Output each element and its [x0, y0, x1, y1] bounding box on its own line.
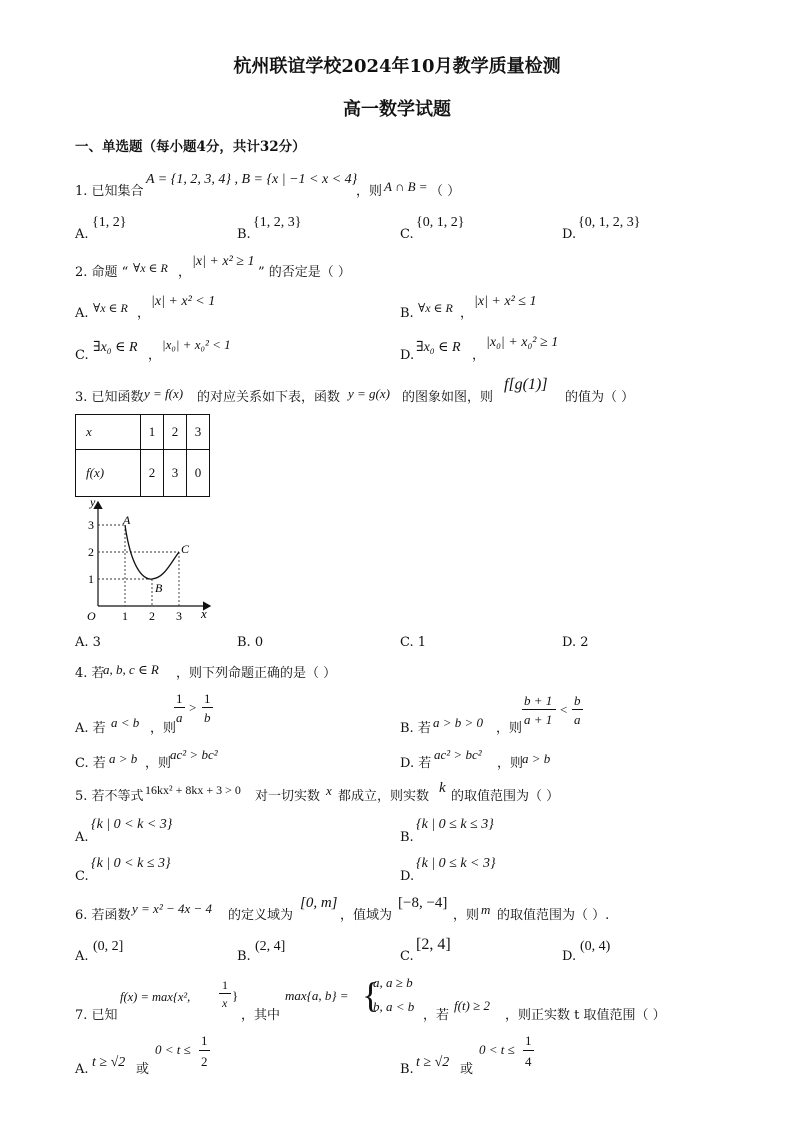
q4-option-c[interactable]: C. 若 — [75, 756, 106, 771]
origin-label: O — [87, 609, 96, 623]
q3-stem-a: 3. 已知函数 — [75, 390, 144, 405]
q1-option-a-text: {1, 2} — [92, 215, 127, 230]
q7-cond: f(t) ≥ 2 — [454, 998, 491, 1013]
q7-a-p2: 0 < t ≤ — [155, 1042, 191, 1057]
fraction-bar — [199, 1050, 210, 1051]
table-cell: 3 — [187, 415, 210, 450]
q7-f-def: f(x) = max{x², — [120, 990, 191, 1004]
q1-sets: A = {1, 2, 3, 4} , B = {x | −1 < x < 4} — [146, 172, 358, 187]
q5-option-c[interactable]: C. — [75, 869, 89, 884]
fraction-numerator: 1 — [204, 691, 211, 706]
q6-b: ，值域为 — [340, 908, 393, 923]
q5-option-b[interactable]: B. — [400, 830, 414, 845]
y-tick: 1 — [88, 572, 94, 586]
exam-title: 杭州联谊学校2024年10月教学质量检测 — [233, 56, 561, 77]
q3-stem-b: 的对应关系如下表，函数 — [197, 390, 341, 405]
q4-b-then: ，则 — [496, 721, 523, 736]
q4-d-cond: ac² > bc² — [434, 747, 482, 762]
fraction-bar — [572, 709, 583, 710]
fraction-bar — [522, 709, 556, 710]
comparison-op: < — [560, 702, 568, 717]
q6-a: 的定义域为 — [228, 908, 294, 923]
q5-tail: 的取值范围为（ ） — [451, 789, 560, 804]
piecewise-brace: { — [362, 975, 380, 1015]
q5-mid2: 都成立，则实数 — [338, 789, 430, 804]
q7-f-den: x — [222, 996, 228, 1010]
q6-option-b[interactable]: B. — [237, 949, 251, 964]
q5-var-k: k — [439, 780, 446, 796]
q5-stem: 5. 若不等式 — [75, 789, 144, 804]
q6-option-d-text: (0, 4) — [580, 939, 611, 954]
q3-stem-c: 的图象如图，则 — [402, 390, 494, 405]
table-cell: 2 — [164, 415, 187, 450]
q7-option-a[interactable]: A. — [75, 1062, 89, 1077]
q3-option-c[interactable]: C. 1 — [400, 635, 427, 650]
q5-option-a[interactable]: A. — [75, 830, 89, 845]
x-tick: 2 — [149, 609, 155, 623]
table-cell: 1 — [141, 415, 164, 450]
q7-a-p1: t ≥ √2 — [92, 1055, 126, 1070]
q5-option-d-text: {k | 0 ≤ k < 3} — [416, 856, 496, 871]
q2-option-b-sep: ， — [460, 306, 474, 321]
fraction-denominator: a + 1 — [524, 712, 553, 727]
q5-option-b-text: {k | 0 ≤ k ≤ 3} — [416, 817, 494, 832]
table-cell: 2 — [141, 450, 164, 497]
q4-tail: ，则下列命题正确的是（ ） — [176, 666, 337, 681]
q3-option-a[interactable]: A. 3 — [75, 635, 101, 650]
q4-option-b[interactable]: B. 若 — [400, 721, 431, 736]
q2-stem: 2. 命题 “ — [75, 265, 129, 280]
point-label-c: C — [181, 542, 190, 556]
q1-paren: （ ） — [430, 184, 461, 199]
q6-option-b-text: (2, 4] — [255, 939, 286, 954]
point-label-b: B — [155, 581, 163, 595]
q7-f-num: 1 — [222, 978, 228, 992]
q7-b-or: 或 — [460, 1062, 474, 1077]
q5-option-d[interactable]: D. — [400, 869, 415, 884]
q3-fg1: f[g(1)] — [504, 376, 548, 393]
q4-c-cond: a > b — [109, 751, 138, 766]
q1-then: ，则 — [356, 184, 383, 199]
fraction-numerator: b — [574, 693, 581, 708]
q1-option-d[interactable]: D. — [562, 227, 577, 242]
q2-option-a[interactable]: A. — [75, 306, 89, 321]
fraction-denominator: 4 — [525, 1054, 532, 1069]
q1-option-b-text: {1, 2, 3} — [253, 215, 302, 230]
q2-option-c[interactable]: C. — [75, 348, 89, 363]
q3-graph — [70, 494, 220, 624]
q4-a-cond: a < b — [111, 715, 140, 730]
q6-c: ，则 — [453, 908, 480, 923]
q2-option-d-p2: |x₀| + x₀² ≥ 1 — [486, 335, 559, 350]
q3-fx: y = f(x) — [144, 386, 184, 401]
q2-quant: ∀x ∈ R — [133, 261, 168, 275]
q4-c-then: ，则 — [145, 756, 172, 771]
q6-stem: 6. 若函数 — [75, 908, 131, 923]
q2-option-d-sep: ， — [472, 348, 486, 363]
table-cell: 3 — [164, 450, 187, 497]
q4-stem: 4. 若 — [75, 666, 105, 681]
q4-option-d[interactable]: D. 若 — [400, 756, 432, 771]
y-tick: 2 — [88, 545, 94, 559]
q6-range: [−8, −4] — [398, 895, 448, 911]
q7-option-b[interactable]: B. — [400, 1062, 414, 1077]
q6-d: 的取值范围为（ ）. — [497, 908, 610, 923]
q7-stem: 7. 已知 — [75, 1008, 118, 1023]
fraction-bar — [523, 1050, 534, 1051]
fraction-denominator: 2 — [201, 1054, 208, 1069]
q6-option-c[interactable]: C. — [400, 949, 414, 964]
q5-var-x: x — [326, 783, 332, 798]
q2-option-c-p1: ∃x₀ ∈ R — [93, 340, 138, 355]
q2-tail: ” 的否定是（ ） — [258, 265, 351, 280]
x-tick: 1 — [122, 609, 128, 623]
guide-lines — [98, 525, 179, 606]
q2-option-a-sep: ， — [137, 306, 151, 321]
q6-option-a-text: (0, 2] — [93, 939, 124, 954]
q2-option-a-p2: |x| + x² < 1 — [151, 294, 216, 309]
q7-cond-pre: ，若 — [423, 1008, 450, 1023]
q1-option-d-text: {0, 1, 2, 3} — [578, 215, 641, 230]
y-axis-label: y — [90, 495, 96, 509]
q2-option-b[interactable]: B. — [400, 306, 414, 321]
y-tick: 3 — [88, 518, 94, 532]
q3-stem-d: 的值为（ ） — [565, 390, 635, 405]
q2-option-b-p1: ∀x ∈ R — [418, 301, 453, 315]
q3-gx: y = g(x) — [348, 386, 390, 401]
q2-ineq: |x| + x² ≥ 1 — [192, 254, 255, 269]
fraction-denominator: a — [574, 712, 581, 727]
point-label-a: A — [123, 513, 131, 527]
q3-option-b[interactable]: B. 0 — [237, 635, 264, 650]
q2-option-c-p2: |x₀| + x₀² < 1 — [162, 337, 231, 352]
q2-option-c-sep: ， — [148, 348, 162, 363]
fraction-bar — [219, 993, 231, 994]
q7-f-close: } — [232, 988, 239, 1003]
q6-var-m: m — [481, 902, 491, 917]
fraction-bar — [202, 707, 213, 708]
fraction-numerator: 1 — [201, 1033, 208, 1048]
fraction-numerator: b + 1 — [524, 693, 553, 708]
x-tick: 3 — [176, 609, 182, 623]
q1-option-c[interactable]: C. — [400, 227, 414, 242]
q7-a-or: 或 — [136, 1062, 150, 1077]
comparison-op: > — [189, 700, 197, 715]
q4-c-concl: ac² > bc² — [170, 747, 218, 762]
fraction-bar — [174, 707, 185, 708]
q1-option-a[interactable]: A. — [75, 227, 89, 242]
q7-b-p1: t ≥ √2 — [416, 1055, 450, 1070]
q5-mid: 对一切实数 — [255, 789, 321, 804]
q6-option-a[interactable]: A. — [75, 949, 89, 964]
q4-option-a[interactable]: A. 若 — [75, 721, 106, 736]
q4-b-cond: a > b > 0 — [433, 715, 484, 730]
q1-option-b[interactable]: B. — [237, 227, 251, 242]
q4-a-then: ，则 — [150, 721, 177, 736]
q5-ineq: 16kx² + 8kx + 3 > 0 — [145, 783, 241, 797]
q4-expr: a, b, c ∈ R — [103, 662, 159, 677]
q7-mid: ，其中 — [241, 1008, 281, 1023]
fraction-denominator: a — [176, 710, 183, 725]
table-head-x: x — [76, 415, 141, 450]
x-axis-label: x — [201, 606, 207, 621]
q4-d-concl: a > b — [522, 751, 551, 766]
q3-function-table — [75, 414, 210, 497]
q7-tail: ，则正实数 t 取值范围（ ） — [505, 1008, 666, 1023]
q2-option-b-p2: |x| + x² ≤ 1 — [474, 294, 537, 309]
fraction-numerator: 1 — [176, 691, 183, 706]
q1-stem: 1. 已知集合 — [75, 184, 144, 199]
fraction-denominator: b — [204, 710, 211, 725]
q7-max-def: max{a, b} = — [285, 988, 349, 1003]
q7-b-p2: 0 < t ≤ — [479, 1042, 515, 1057]
q6-func: y = x² − 4x − 4 — [132, 901, 213, 916]
q4-d-then: ，则 — [497, 756, 524, 771]
q2-comma: ， — [178, 265, 192, 280]
q6-option-d[interactable]: D. — [562, 949, 577, 964]
q6-domain: [0, m] — [300, 895, 338, 911]
table-cell: 0 — [187, 450, 210, 497]
q7-case1: a, a ≥ b — [373, 975, 413, 990]
fraction-numerator: 1 — [525, 1033, 532, 1048]
q2-option-a-p1: ∀x ∈ R — [93, 301, 128, 315]
q1-option-c-text: {0, 1, 2} — [416, 215, 465, 230]
q7-case2: b, a < b — [373, 999, 415, 1014]
q5-option-c-text: {k | 0 < k ≤ 3} — [91, 856, 171, 871]
section-heading: 一、单选题（每小题4分，共计32分） — [75, 139, 306, 155]
q3-option-d[interactable]: D. 2 — [562, 635, 589, 650]
table-head-fx: f(x) — [76, 450, 141, 497]
q5-option-a-text: {k | 0 < k < 3} — [91, 817, 173, 832]
q1-ask: A ∩ B = — [384, 179, 428, 194]
q6-option-c-text: [2, 4] — [416, 936, 451, 953]
q2-option-d[interactable]: D. — [400, 348, 415, 363]
q2-option-d-p1: ∃x₀ ∈ R — [416, 340, 461, 355]
exam-subtitle: 高一数学试题 — [343, 99, 451, 120]
